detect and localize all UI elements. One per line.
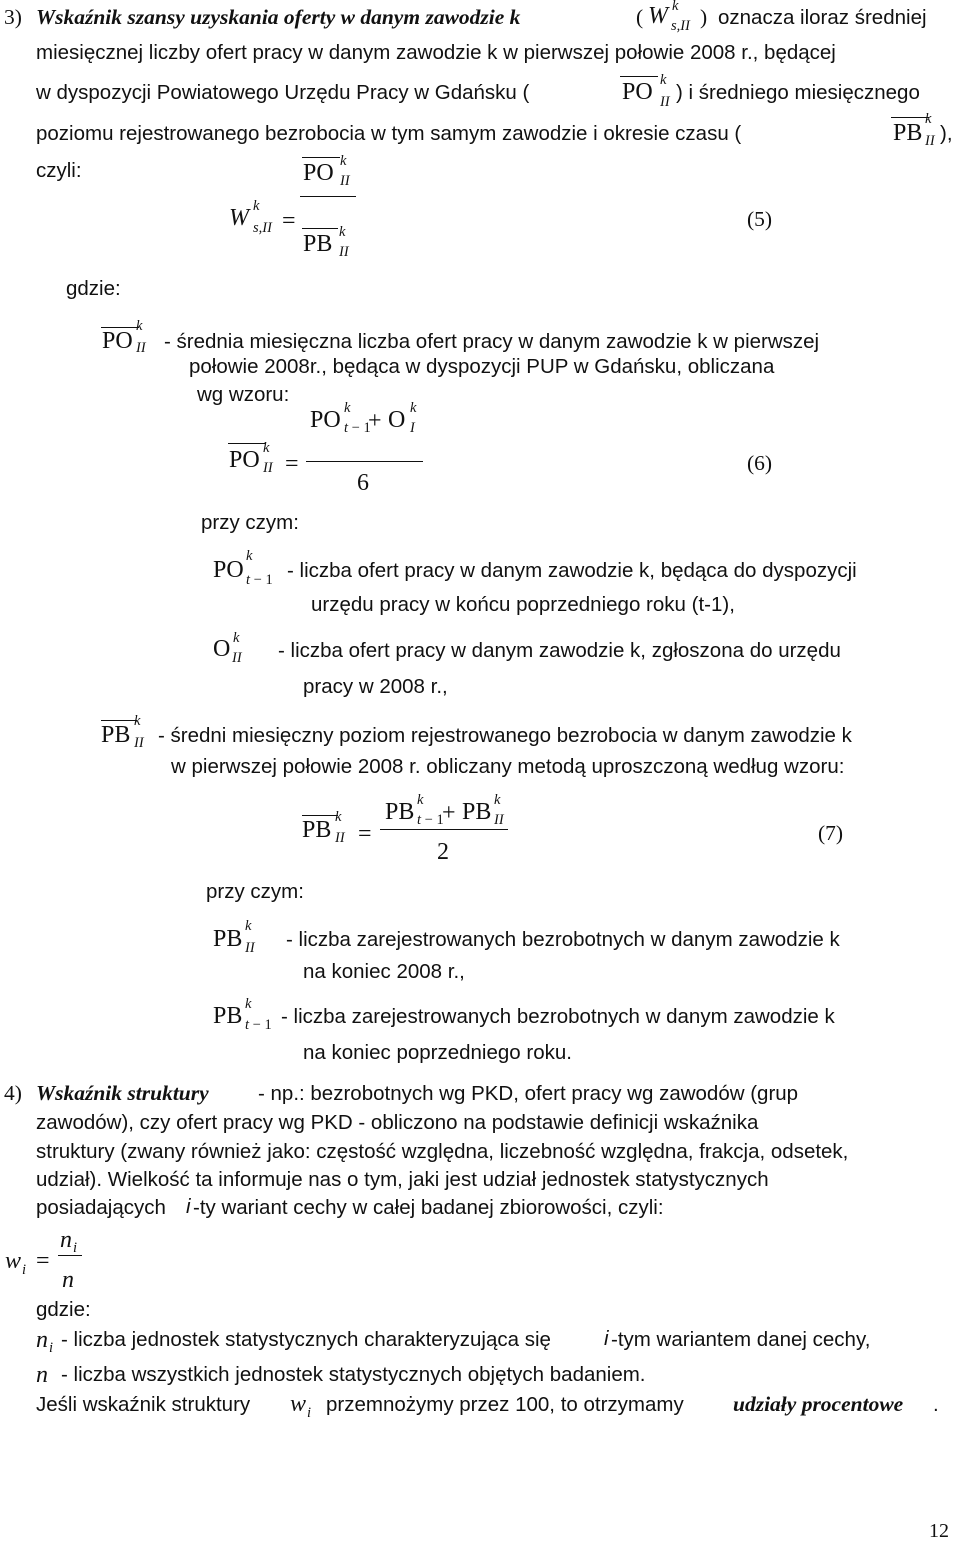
sub-ii: II <box>339 244 349 260</box>
symbol-pb: PB <box>385 799 415 825</box>
pb-definition-line-1: - średni miesięczny poziom rejestrowanego bezrobocia w danym zawodzie k <box>158 724 852 747</box>
sup-k: k <box>494 792 501 808</box>
sub-ii: II <box>494 812 504 828</box>
sub-t-1: t − 1 <box>417 812 444 828</box>
sup-k: k <box>660 72 667 88</box>
item-4-number: 4) <box>4 1081 22 1105</box>
sub-i: i <box>73 1240 78 1256</box>
sub-s-ii: s,II <box>253 220 272 236</box>
sup-k: k <box>245 918 252 934</box>
sub-ii: II <box>925 133 935 149</box>
symbol-w: W <box>229 205 249 231</box>
item-3-number: 3) <box>4 5 22 29</box>
symbol-po: PO <box>303 160 334 186</box>
item-3-line-4-a: poziomu rejestrowanego bezrobocia w tym samym zawodzie i okresie czasu ( <box>36 122 742 145</box>
przy-czym-label: przy czym: <box>206 880 304 903</box>
sup-k: k <box>925 111 932 127</box>
item-4-title: Wskaźnik struktury <box>36 1081 209 1105</box>
pb-definition-line-2: w pierwszej połowie 2008 r. obliczany metodą uproszczoną według wzoru: <box>171 755 845 778</box>
ni-definition-a: - liczba jednostek statystycznych charakteryzująca się <box>61 1328 551 1351</box>
sub-ii: II <box>335 830 345 846</box>
item-3-title: Wskaźnik szansy uzyskania oferty w danym zawodzie k <box>36 5 521 29</box>
po-definition-line-3: wg wzoru: <box>197 383 290 406</box>
o-ii-definition-line-1: - liczba ofert pracy w danym zawodzie k, zgłoszona do urzędu <box>278 639 841 662</box>
item-3-line-5: czyli: <box>36 159 82 182</box>
symbol-n: n <box>62 1267 74 1293</box>
page-number: 12 <box>929 1520 949 1542</box>
overline <box>891 117 929 118</box>
symbol-pb: PB <box>302 817 332 843</box>
sup-k: k <box>335 809 342 825</box>
sup-k: k <box>253 198 260 214</box>
symbol-pb: PB <box>213 1003 243 1029</box>
item-3-line-1-tail: oznacza iloraz średniej <box>718 6 927 29</box>
item-3-line-4-b: ), <box>940 122 953 145</box>
sub-i: I <box>410 420 415 436</box>
sub-ii: II <box>263 460 273 476</box>
item-4-line-5-b: -ty wariant cechy w całej badanej zbiorowości, czyli: <box>193 1196 664 1219</box>
symbol-pb: PB <box>303 231 333 257</box>
plus-sign: + <box>368 408 382 434</box>
equation-7-label: (7) <box>818 821 844 845</box>
symbol-w: w <box>290 1391 307 1417</box>
sup-k: k <box>344 400 351 416</box>
symbol-i: i <box>186 1195 191 1218</box>
symbol-pb: PB <box>101 722 131 748</box>
fraction-bar <box>380 829 508 830</box>
overline <box>302 228 338 229</box>
sup-k: k <box>136 318 143 334</box>
overline <box>302 157 340 158</box>
sup-k: k <box>340 153 347 169</box>
item-3-line-2: miesięcznej liczby ofert pracy w danym zawodzie k w pierwszej połowie 2008 r., będącej <box>36 41 836 64</box>
sub-ii: II <box>245 940 255 956</box>
symbol-n: n <box>36 1327 48 1353</box>
sub-t-1: t − 1 <box>344 420 371 436</box>
ni-definition-b: -tym wariantem danej cechy, <box>611 1328 871 1351</box>
symbol-w: w <box>5 1248 22 1274</box>
o-ii-definition-line-2: pracy w 2008 r., <box>303 675 448 698</box>
paren-open: ( <box>636 5 644 29</box>
plus-sign: + <box>442 800 456 826</box>
fraction-bar <box>300 196 356 197</box>
overline <box>620 76 658 77</box>
sub-i: i <box>22 1262 27 1278</box>
symbol-i: i <box>604 1327 609 1350</box>
item-4-line-5-a: posiadających <box>36 1196 166 1219</box>
sub-ii: II <box>660 94 670 110</box>
po-definition-line-2: połowie 2008r., będąca w dyspozycji PUP w Gdańsku, obliczana <box>189 355 775 378</box>
equals-sign: = <box>282 208 296 234</box>
symbol-po: PO <box>213 557 244 583</box>
sub-t-1: t − 1 <box>245 1017 272 1033</box>
fraction-bar <box>58 1255 82 1256</box>
sup-k: k <box>233 630 240 646</box>
item-3-line-3-b: ) i średniego miesięcznego <box>676 81 920 104</box>
symbol-n: n <box>60 1227 72 1253</box>
sub-i: i <box>49 1340 54 1356</box>
item-4-line-3: struktury (zwany również jako: częstość względna, liczebność względna, frakcja, odsetek, <box>36 1140 849 1163</box>
n-definition: - liczba wszystkich jednostek statystycznych objętych badaniem. <box>61 1363 646 1386</box>
equation-5-label: (5) <box>747 207 773 231</box>
overline <box>101 720 137 721</box>
symbol-pb: PB <box>893 120 923 146</box>
sup-k: k <box>246 548 253 564</box>
symbol-o: O <box>213 636 231 662</box>
equals-sign: = <box>36 1248 50 1274</box>
po-t1-definition-line-1: - liczba ofert pracy w danym zawodzie k, będąca do dyspozycji <box>287 559 857 582</box>
sub-s-ii: s,II <box>671 18 690 34</box>
symbol-po: PO <box>622 79 653 105</box>
sup-k: k <box>672 0 679 14</box>
pb-ii-definition-line-1: - liczba zarejestrowanych bezrobotnych w danym zawodzie k <box>286 928 840 951</box>
item-4-line-4: udział). Wielkość ta informuje nas o tym, jaki jest udział jednostek statystycznych <box>36 1168 769 1191</box>
pb-t1-definition-line-2: na koniec poprzedniego roku. <box>303 1041 572 1064</box>
symbol-o: O <box>388 407 406 433</box>
sub-t-1: t − 1 <box>246 572 273 588</box>
equation-6-denominator: 6 <box>357 470 369 496</box>
item-3-line-3-a: w dyspozycji Powiatowego Urzędu Pracy w Gdańsku ( <box>36 81 530 104</box>
symbol-po: PO <box>102 328 133 354</box>
last-line-a: Jeśli wskaźnik struktury <box>36 1393 251 1416</box>
sup-k: k <box>263 440 270 456</box>
sub-ii: II <box>232 650 242 666</box>
overline <box>228 443 266 444</box>
pb-t1-definition-line-1: - liczba zarejestrowanych bezrobotnych w danym zawodzie k <box>281 1005 835 1028</box>
equation-7-denominator: 2 <box>437 839 449 865</box>
sup-k: k <box>134 713 141 729</box>
symbol-po: PO <box>310 407 341 433</box>
sub-ii: II <box>340 173 350 189</box>
symbol-w: W <box>648 3 668 29</box>
item-4-line-1-tail: - np.: bezrobotnych wg PKD, ofert pracy wg zawodów (grup <box>258 1082 799 1105</box>
item-4-line-2: zawodów), czy ofert pracy wg PKD - obliczono na podstawie definicji wskaźnika <box>36 1111 759 1134</box>
sub-ii: II <box>136 340 146 356</box>
equals-sign: = <box>285 451 299 477</box>
equals-sign: = <box>358 821 372 847</box>
sub-ii: II <box>134 735 144 751</box>
sub-i: i <box>307 1405 312 1421</box>
symbol-n: n <box>36 1362 48 1388</box>
paren-close: ) <box>700 5 708 29</box>
gdzie-label: gdzie: <box>36 1298 91 1321</box>
symbol-po: PO <box>229 447 260 473</box>
udzialy-procentowe: udziały procentowe <box>733 1392 904 1416</box>
sup-k: k <box>339 224 346 240</box>
fraction-bar <box>306 461 423 462</box>
po-t1-definition-line-2: urzędu pracy w końcu poprzedniego roku (t-1), <box>311 593 735 616</box>
gdzie-label: gdzie: <box>66 277 121 300</box>
sup-k: k <box>417 792 424 808</box>
sup-k: k <box>410 400 417 416</box>
last-line-b: przemnożymy przez 100, to otrzymamy <box>326 1393 684 1416</box>
sup-k: k <box>245 996 252 1012</box>
symbol-pb: PB <box>462 799 492 825</box>
po-definition-line-1: - średnia miesięczna liczba ofert pracy w danym zawodzie k w pierwszej <box>164 330 820 353</box>
equation-6-label: (6) <box>747 451 773 475</box>
last-line-end: . <box>933 1393 939 1416</box>
przy-czym-label: przy czym: <box>201 511 299 534</box>
overline <box>302 815 338 816</box>
symbol-pb: PB <box>213 926 243 952</box>
pb-ii-definition-line-2: na koniec 2008 r., <box>303 960 465 983</box>
